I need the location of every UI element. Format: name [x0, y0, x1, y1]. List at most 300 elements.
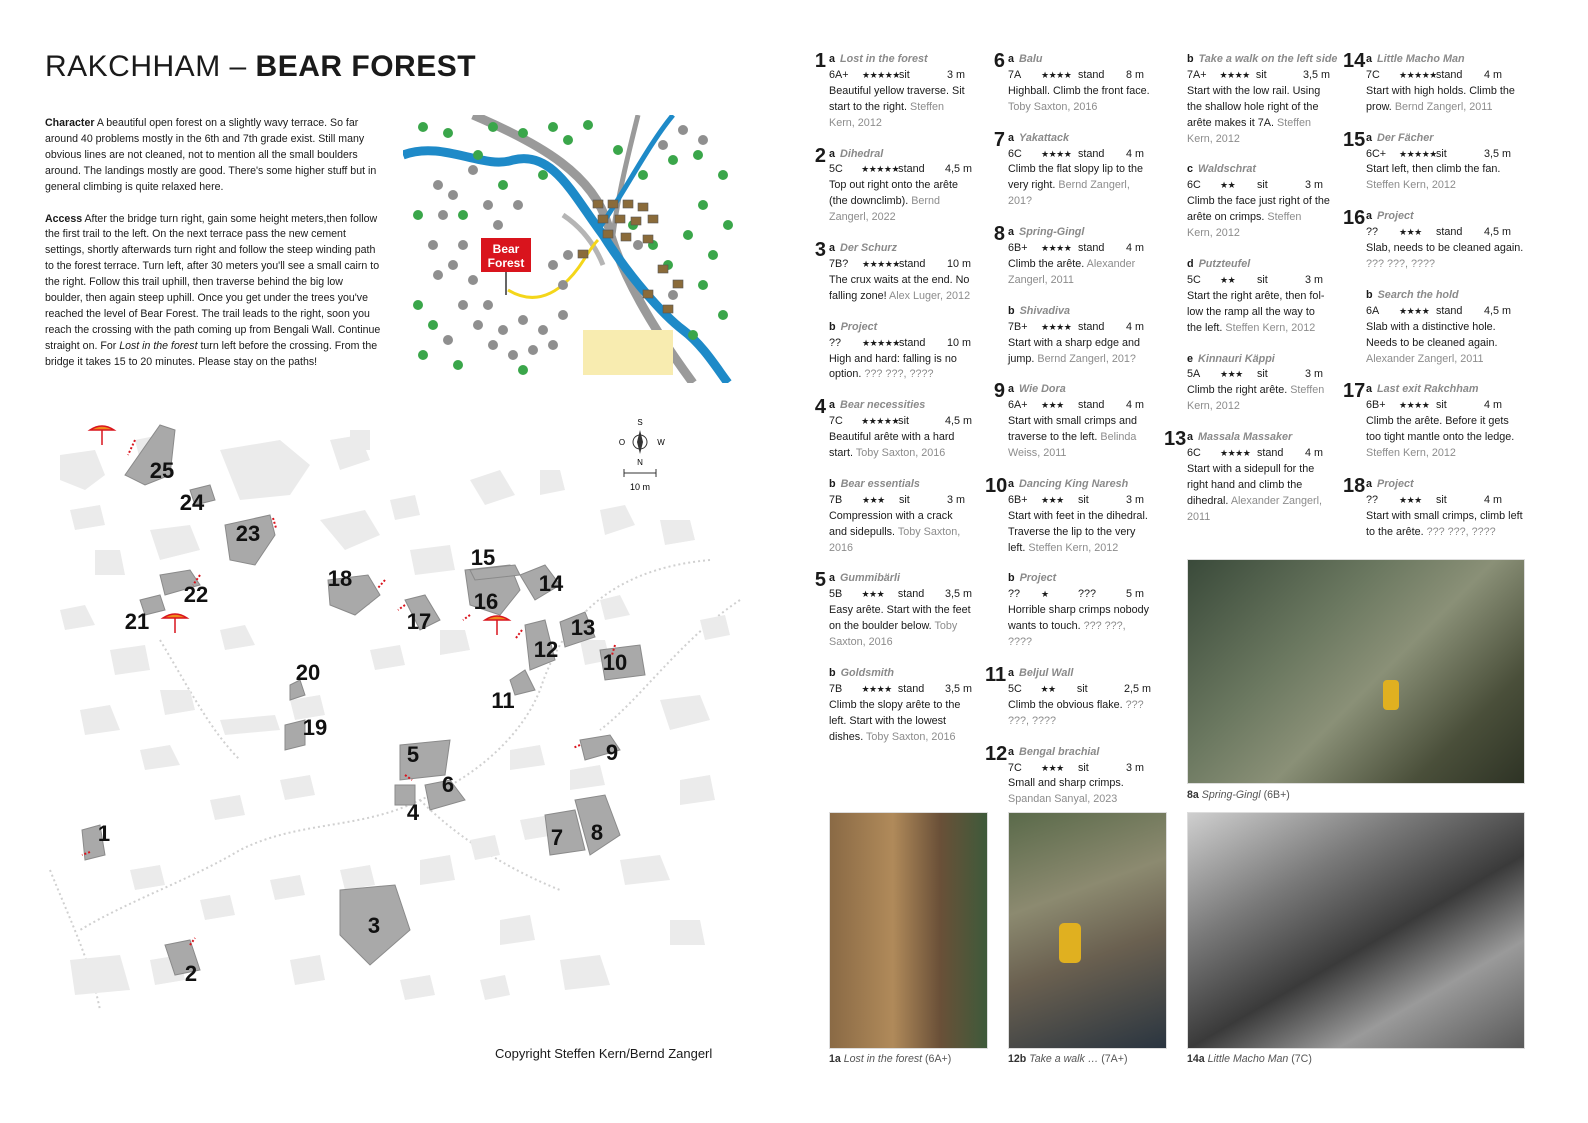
route-author: Spandan Sanyal, 2023 [1008, 793, 1118, 806]
route-height: 3 m [1126, 493, 1144, 506]
route-3a [812, 241, 972, 305]
route-author: ??? ???, ???? [864, 368, 934, 381]
route-desc: Beautiful yellow traverse. Sit start to the right. [829, 84, 965, 113]
route-name: Project [1377, 210, 1414, 223]
route-stats [1008, 241, 1151, 257]
route-stats [829, 414, 972, 430]
route-letter: a [1008, 383, 1015, 396]
route-name: Bear essentials [840, 477, 920, 490]
route-start: stand [1436, 304, 1463, 317]
route-letter: a [1366, 210, 1373, 223]
route-head [1366, 477, 1524, 493]
route-stars: ★★★★ [1041, 321, 1072, 332]
route-letter: b [829, 477, 836, 490]
route-16a [1343, 207, 1524, 273]
route-number: 3 [814, 239, 826, 262]
route-number: 10 [985, 474, 1008, 497]
route-12e [1170, 352, 1330, 416]
route-head [1187, 162, 1330, 178]
route-number: 1 [814, 50, 826, 72]
route-stars: ★★★★ [1219, 69, 1250, 80]
route-grade: 5C [829, 163, 843, 176]
route-number: 12 [985, 742, 1008, 765]
route-stats [1366, 225, 1524, 241]
map-label-17: 17 [406, 609, 432, 634]
climber-figure [1059, 923, 1081, 963]
route-stats [829, 257, 972, 273]
route-head [1008, 571, 1151, 587]
route-stars: ★★★★ [1220, 448, 1251, 459]
route-number: 13 [1164, 428, 1187, 451]
route-letter: b [1008, 304, 1015, 317]
route-height: 4 m [1126, 147, 1144, 160]
route-start: sit [1078, 493, 1089, 506]
route-number: 2 [814, 144, 826, 167]
route-author: Toby Saxton, 2016 [829, 620, 958, 649]
access-text: After the bridge turn right, gain some height meters,then follow the first trail to the left. On the next terrace pass the new cement settings, shortly afterwards turn right and follow the steep winding path to the forest terrace. Turn left, after 30 meters you'll see a small cairn to the right. Follow this trail uphill, then traverse behind the big low boulder, then again steep uphill. Once you get under the trees you've reached the level of Bear Forest. The trail leads to the right, soon you reach the crossing with the path coming up from Bengali Wall. Continue straight on. For [45, 212, 381, 352]
access-text-end: turn left before the crossing. From the bridge it takes 15 to 20 minutes. Please stay on the paths! [45, 339, 378, 368]
route-description [1187, 383, 1330, 415]
map-label-16: 16 [473, 589, 499, 614]
route-stats [1008, 68, 1151, 84]
route-author: Toby Saxton, 2016 [855, 447, 946, 460]
route-stars: ★★★★ [1041, 69, 1072, 80]
overview-label-2: Forest [487, 256, 525, 270]
route-description [1008, 698, 1151, 730]
map-label-25: 25 [149, 458, 175, 483]
route-description [1008, 414, 1151, 462]
route-desc: Climb the arête. Before it gets too tight mantle onto the ledge. [1366, 415, 1515, 444]
route-description [1366, 241, 1524, 273]
route-grade: 5C [1008, 682, 1022, 695]
route-grade: 7A+ [1187, 68, 1207, 81]
route-letter: a [829, 242, 836, 255]
route-author: Steffen Kern, 2012 [1366, 179, 1456, 192]
route-5b [812, 666, 972, 746]
route-number: 7 [993, 128, 1005, 151]
route-name: Last exit Rakchham [1377, 383, 1479, 396]
route-stars: ★ [1041, 589, 1049, 600]
route-grade: 7C [829, 415, 843, 428]
route-4a [812, 398, 972, 462]
route-head [829, 571, 972, 587]
route-stats [1187, 68, 1330, 84]
route-stats [829, 68, 972, 84]
title-main: BEAR FOREST [255, 50, 477, 83]
route-number: 11 [985, 664, 1007, 686]
route-head [1366, 288, 1524, 304]
route-description [1008, 603, 1151, 651]
route-stars: ★★★ [1399, 494, 1422, 505]
route-head [1187, 257, 1330, 273]
compass-n: N [637, 458, 643, 467]
route-head [1008, 131, 1151, 147]
route-desc: Climb the right arête. [1187, 384, 1291, 397]
route-column-1 [812, 52, 972, 761]
route-start: stand [1078, 242, 1105, 255]
route-letter: a [1366, 383, 1373, 396]
route-grade: 7B+ [1008, 320, 1028, 333]
map-label-9: 9 [605, 740, 619, 765]
map-label-6: 6 [441, 772, 455, 797]
route-grade: 6C [1187, 447, 1201, 460]
route-grade: 5B [829, 588, 843, 601]
route-author: Toby Saxton, 2016 [829, 525, 961, 554]
route-height: 8 m [1126, 68, 1144, 81]
map-label-20: 20 [295, 660, 321, 685]
route-17a [1343, 380, 1524, 462]
route-stats [829, 162, 972, 178]
route-desc: The crux waits at the end. No falling zone! [829, 273, 970, 302]
route-start: sit [899, 493, 910, 506]
route-name: Waldschrat [1198, 163, 1257, 176]
route-letter: a [829, 399, 836, 412]
route-12d [1170, 257, 1330, 337]
route-description [1187, 84, 1330, 148]
route-desc: Start with the low rail. Using the shallow hole right of the arête makes it 7A. [1187, 84, 1321, 129]
route-desc: Start the right arête, then fol-low the ramp all the way to the left. [1187, 289, 1325, 334]
route-start: sit [1257, 368, 1268, 381]
route-number: 5 [814, 569, 826, 592]
map-label-18: 18 [327, 566, 353, 591]
route-name: Goldsmith [840, 667, 894, 679]
route-start: stand [897, 588, 925, 601]
route-desc: Top out right onto the arête (the downclimb). [829, 179, 959, 208]
route-letter: a [1008, 745, 1015, 758]
title-prefix: RAKCHHAM – [45, 50, 256, 83]
route-letter: a [829, 147, 836, 160]
route-start: stand [898, 163, 925, 176]
route-grade: ?? [1366, 226, 1379, 239]
route-head [1187, 352, 1330, 368]
route-head [1366, 131, 1524, 147]
route-author: Alex Luger, 2012 [889, 289, 971, 302]
route-letter: a [1008, 131, 1015, 144]
route-letter: b [829, 667, 836, 679]
route-stats [1187, 446, 1330, 462]
route-name: Shivadiva [1019, 304, 1071, 317]
route-description [1366, 414, 1524, 462]
route-head [829, 147, 972, 163]
route-description [1008, 776, 1151, 808]
map-label-1: 1 [97, 821, 111, 846]
route-column-3 [1164, 52, 1338, 541]
map-label-11: 11 [491, 688, 515, 713]
route-stats [829, 493, 972, 509]
route-height: 4 m [1126, 320, 1144, 333]
map-label-4: 4 [406, 800, 420, 825]
map-label-3: 3 [367, 913, 381, 938]
caption-12b: 12b Take a walk … (7A+) [1008, 1053, 1128, 1065]
route-height: 3 m [1126, 761, 1144, 774]
route-head [1008, 745, 1151, 761]
route-stars: ★★★★ [1399, 400, 1430, 411]
route-desc: Slab with a distinctive hole. Needs to be cleaned again. [1366, 320, 1498, 349]
map-label-14: 14 [538, 571, 564, 596]
route-name: Beljul Wall [1019, 667, 1074, 679]
route-height: 3 m [1305, 179, 1323, 192]
route-letter: a [1366, 477, 1373, 490]
route-stats [829, 682, 972, 698]
route-desc: Slab, needs to be cleaned again. [1366, 242, 1524, 255]
route-10b [991, 571, 1151, 651]
route-desc: Start with high holds. Climb the prow. [1366, 84, 1515, 113]
route-5a [812, 571, 972, 651]
route-stats [1366, 68, 1524, 84]
route-grade: 6B+ [1366, 399, 1386, 412]
route-description [829, 430, 972, 462]
route-stars: ★★★★★ [1399, 69, 1437, 80]
route-head [829, 477, 972, 493]
route-number: 8 [993, 223, 1005, 246]
route-stats [1187, 273, 1330, 289]
route-12c [1170, 162, 1330, 242]
route-head [1008, 382, 1151, 398]
route-head [1366, 209, 1524, 225]
route-6a [991, 52, 1151, 116]
route-desc: Start with a sidepull for the right hand and climb the dihedral. [1187, 462, 1315, 507]
route-grade: 7C [1008, 761, 1022, 774]
route-grade: 5A [1187, 368, 1201, 381]
route-author: Bernd Zangerl, 201? [1008, 179, 1130, 208]
route-start: stand [1257, 447, 1284, 460]
route-name: Lost in the forest [840, 53, 928, 65]
route-desc: Start with a sharp edge and jump. [1008, 336, 1141, 365]
map-label-7: 7 [550, 825, 564, 850]
route-letter: a [829, 53, 836, 65]
route-author: ??? ???, ???? [1366, 257, 1436, 270]
route-description [1366, 84, 1524, 116]
map-label-12: 12 [533, 637, 559, 662]
overview-label-1: Bear [492, 242, 520, 256]
route-grade: 7A [1008, 68, 1022, 81]
route-stats [1008, 587, 1151, 603]
route-letter: b [1366, 288, 1373, 301]
route-stats [1187, 367, 1330, 383]
topo-map [40, 400, 760, 1020]
route-number: 4 [814, 396, 826, 419]
route-number: 18 [1343, 474, 1366, 497]
route-12b [1170, 52, 1338, 147]
route-stats [1008, 682, 1151, 698]
access-label: Access [45, 212, 83, 225]
route-grade: 6C+ [1366, 147, 1387, 160]
route-start: sit [1078, 761, 1089, 774]
route-head [1366, 382, 1524, 398]
route-desc: Climb the arête. [1008, 257, 1087, 270]
route-grade: 7B [829, 682, 843, 695]
route-description [829, 84, 972, 132]
route-9a [991, 382, 1151, 462]
route-height: 3,5 m [1303, 68, 1331, 81]
route-author: Toby Saxton, 2016 [866, 730, 956, 743]
route-grade: 7B [829, 493, 843, 506]
route-14a [1343, 50, 1524, 116]
route-grade: 6C [1008, 147, 1022, 160]
route-author: Alexander Zangerl, 2011 [1187, 494, 1323, 523]
route-author: Steffen Kern, 2012 [1187, 211, 1302, 240]
route-head [1008, 304, 1151, 320]
compass-w: W [657, 438, 665, 447]
route-author: Steffen Kern, 2012 [1187, 116, 1312, 145]
route-head [1008, 666, 1151, 682]
route-height: 4,5 m [1484, 226, 1512, 239]
route-desc: Easy arête. Start with the feet on the boulder below. [829, 604, 971, 633]
route-description [829, 273, 972, 305]
route-grade: 6B+ [1008, 493, 1028, 506]
route-name: Gummibärli [840, 572, 901, 585]
intro-text [45, 116, 383, 387]
route-3b [812, 320, 972, 384]
route-desc: Climb the face just right of the arête on crimps. [1187, 195, 1330, 224]
route-start: stand [899, 336, 926, 349]
route-height: 4,5 m [944, 163, 972, 176]
compass-s: S [637, 418, 643, 427]
route-height: 10 m [947, 257, 972, 270]
route-description [1187, 462, 1330, 526]
route-desc: Compression with a crack and sidepulls. [829, 509, 953, 538]
route-number: 6 [993, 50, 1005, 72]
route-desc: Climb the obvious flake. [1008, 698, 1126, 711]
route-start: sit [1436, 399, 1447, 412]
route-description [1366, 509, 1524, 541]
route-start: sit [1257, 273, 1268, 286]
route-stars: ★★★★★ [861, 416, 900, 427]
route-author: Steffen Kern, 2012 [1028, 541, 1119, 554]
route-desc: Small and sharp crimps. [1008, 777, 1124, 790]
route-author: Belinda Weiss, 2011 [1008, 431, 1137, 460]
route-name: Yakattack [1019, 131, 1070, 144]
route-author: Bernd Zangerl, 201? [1037, 352, 1136, 365]
route-name: Project [1377, 477, 1414, 490]
route-stars: ★★★★★ [862, 69, 900, 80]
route-stars: ★★ [1040, 683, 1056, 694]
route-letter: a [1008, 667, 1015, 679]
route-stats [1187, 178, 1330, 194]
route-height: 10 m [947, 336, 972, 349]
route-name: Project [840, 320, 878, 333]
route-height: 4 m [1305, 447, 1323, 460]
photo-little-macho-man [1187, 812, 1525, 1049]
route-letter: d [1187, 257, 1194, 270]
route-letter: a [1008, 226, 1015, 239]
compass-o: O [618, 438, 626, 447]
route-name: Der Fächer [1377, 131, 1434, 144]
route-head [829, 666, 972, 682]
route-15a [1343, 128, 1524, 195]
route-author: Steffen Kern, 2012 [1225, 321, 1316, 334]
route-head [829, 241, 972, 257]
route-letter: a [1187, 431, 1194, 444]
route-start: sit [1076, 682, 1088, 695]
route-13a [1164, 428, 1330, 525]
route-7a [991, 128, 1151, 211]
route-name: Kinnauri Käppi [1198, 352, 1275, 365]
route-description [829, 352, 972, 384]
route-author: Toby Saxton, 2016 [1008, 100, 1098, 113]
overview-map [403, 115, 739, 383]
route-grade: 6B+ [1008, 242, 1028, 255]
route-description [1187, 289, 1330, 337]
route-author: ??? ???, ???? [1008, 620, 1126, 649]
route-letter: c [1187, 163, 1194, 176]
route-name: Wie Dora [1019, 383, 1066, 396]
photo-lost-in-the-forest [829, 812, 988, 1049]
route-stars: ★★★★ [861, 683, 892, 694]
route-start: stand [1078, 320, 1105, 333]
route-name: Bear necessities [840, 399, 926, 412]
route-number: 15 [1343, 128, 1366, 151]
route-stars: ★★★ [1399, 227, 1422, 238]
route-stats [1008, 320, 1151, 336]
route-description [829, 698, 972, 746]
route-name: Bengal brachial [1019, 745, 1100, 758]
map-label-19: 19 [302, 715, 328, 740]
route-height: 4,5 m [1484, 304, 1512, 317]
map-label-8: 8 [590, 820, 604, 845]
map-label-23: 23 [235, 521, 261, 546]
route-desc: Climb the slopy arête to the left. Start with the lowest dishes. [829, 698, 961, 743]
route-description [1008, 336, 1151, 368]
route-author: Steffen Kern, 2012 [1366, 447, 1456, 460]
route-column-2 [985, 50, 1152, 823]
compass-icon [619, 418, 665, 492]
route-stars: ★★★★★ [1399, 148, 1437, 159]
route-start: stand [1078, 147, 1105, 160]
caption-14a: 14a Little Macho Man (7C) [1187, 1053, 1312, 1065]
route-desc: Start with small crimps, climb left to the arête. [1366, 509, 1523, 538]
route-description [829, 603, 972, 651]
route-height: 3,5 m [945, 682, 973, 695]
route-stars: ★★★★★ [862, 258, 900, 269]
route-height: 4,5 m [944, 415, 972, 428]
route-stats [1008, 493, 1151, 509]
route-stars: ★★★★★ [862, 337, 900, 348]
map-label-24: 24 [179, 490, 205, 515]
route-stars: ★★★★ [1399, 305, 1430, 316]
route-start: sit [1257, 179, 1268, 192]
route-grade: 6C [1187, 179, 1201, 192]
route-letter: a [829, 572, 836, 585]
route-start: stand [1078, 399, 1105, 412]
route-start: sit [1436, 493, 1447, 506]
route-name: Der Schurz [840, 242, 898, 255]
map-label-13: 13 [570, 615, 596, 640]
route-head [1008, 52, 1151, 68]
route-height: 4 m [1126, 242, 1144, 255]
route-description [1008, 509, 1151, 557]
route-1a [812, 52, 972, 132]
route-head [1008, 225, 1151, 241]
route-description [1366, 320, 1524, 368]
map-label-2: 2 [184, 961, 198, 986]
route-start: stand [1436, 68, 1463, 81]
route-number: 16 [1343, 207, 1366, 230]
route-stars: ★★★ [861, 589, 885, 600]
route-start: stand [1436, 226, 1463, 239]
route-height: 3 m [947, 68, 965, 81]
scale-label: 10 m [629, 482, 651, 492]
caption-1a: 1a Lost in the forest (6A+) [829, 1053, 952, 1065]
route-grade: 7C [1366, 68, 1380, 81]
route-stars: ★★★★ [1041, 243, 1072, 254]
route-start: stand [897, 682, 925, 695]
route-height: 3,5 m [945, 588, 973, 601]
route-number: 9 [993, 380, 1005, 403]
route-height: 4 m [1126, 399, 1144, 412]
route-head [829, 398, 972, 414]
route-desc: High and hard: falling is no option. [829, 352, 957, 381]
